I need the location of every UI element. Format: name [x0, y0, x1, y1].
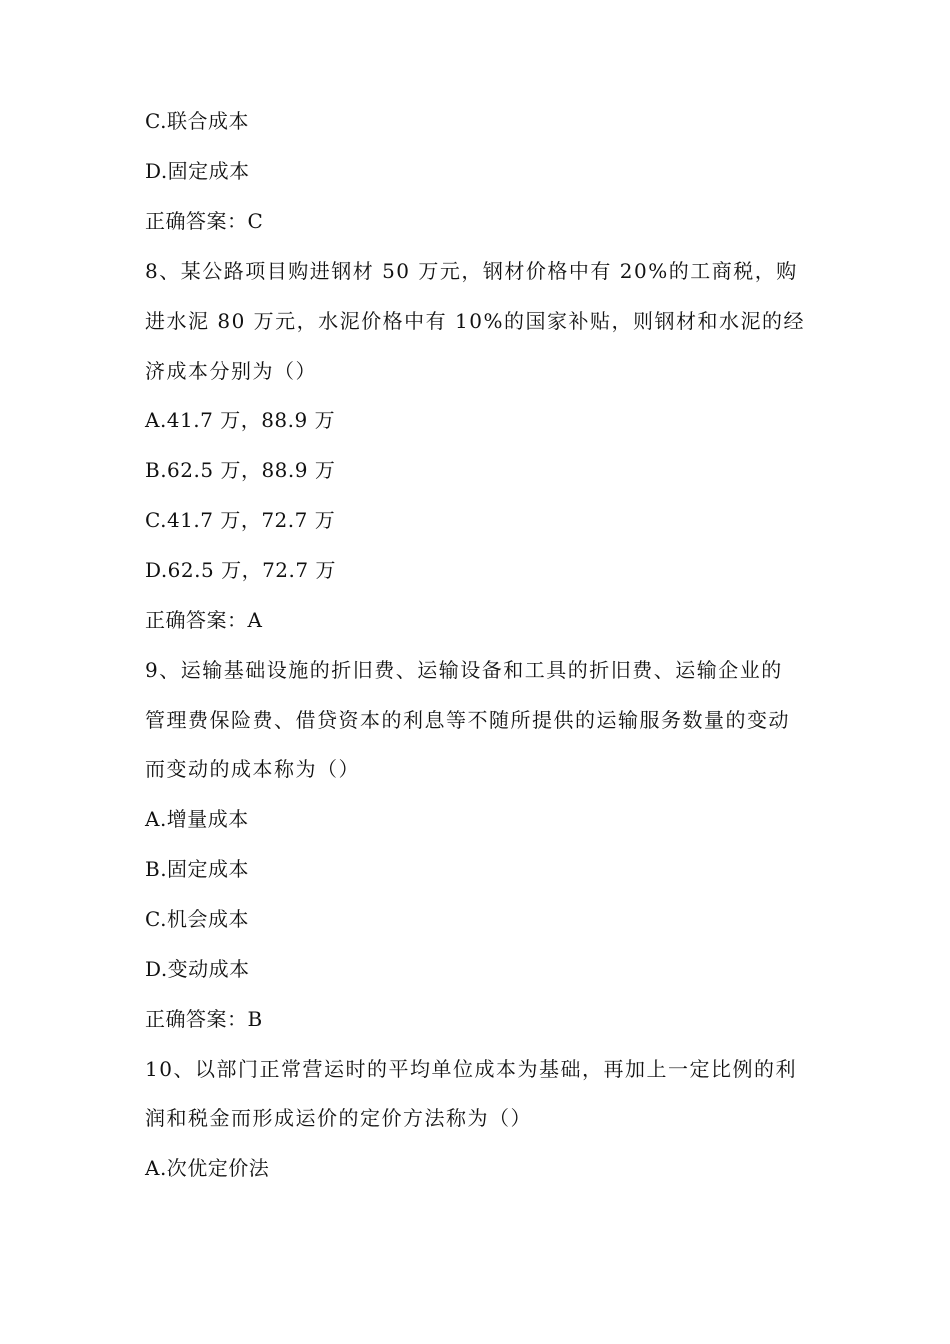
option-line: C.机会成本 — [145, 907, 249, 931]
option-line: D.62.5 万，72.7 万 — [145, 558, 336, 582]
question-line: 济成本分别为（） — [145, 359, 317, 383]
option-line: D.固定成本 — [145, 159, 250, 183]
option-line: C.41.7 万，72.7 万 — [145, 508, 336, 532]
question-line: 而变动的成本称为（） — [145, 757, 360, 781]
option-line: A.增量成本 — [145, 807, 249, 831]
question-line: 9、运输基础设施的折旧费、运输设备和工具的折旧费、运输企业的 — [145, 658, 783, 682]
option-line: C.联合成本 — [145, 109, 249, 133]
question-line: 管理费保险费、借贷资本的利息等不随所提供的运输服务数量的变动 — [145, 708, 790, 732]
question-line: 8、某公路项目购进钢材 50 万元，钢材价格中有 20%的工商税，购 — [145, 259, 798, 283]
question-line: 进水泥 80 万元，水泥价格中有 10%的国家补贴，则钢材和水泥的经 — [145, 309, 805, 333]
answer-line: 正确答案：C — [145, 209, 264, 233]
question-line: 润和税金而形成运价的定价方法称为（） — [145, 1106, 532, 1130]
option-line: B.固定成本 — [145, 857, 250, 881]
option-line: A.41.7 万，88.9 万 — [145, 408, 336, 432]
option-line: D.变动成本 — [145, 957, 250, 981]
option-line: B.62.5 万，88.9 万 — [145, 458, 336, 482]
answer-line: 正确答案：A — [145, 608, 263, 632]
option-line: A.次优定价法 — [145, 1156, 270, 1180]
question-line: 10、以部门正常营运时的平均单位成本为基础，再加上一定比例的利 — [145, 1057, 797, 1081]
answer-line: 正确答案：B — [145, 1007, 263, 1031]
